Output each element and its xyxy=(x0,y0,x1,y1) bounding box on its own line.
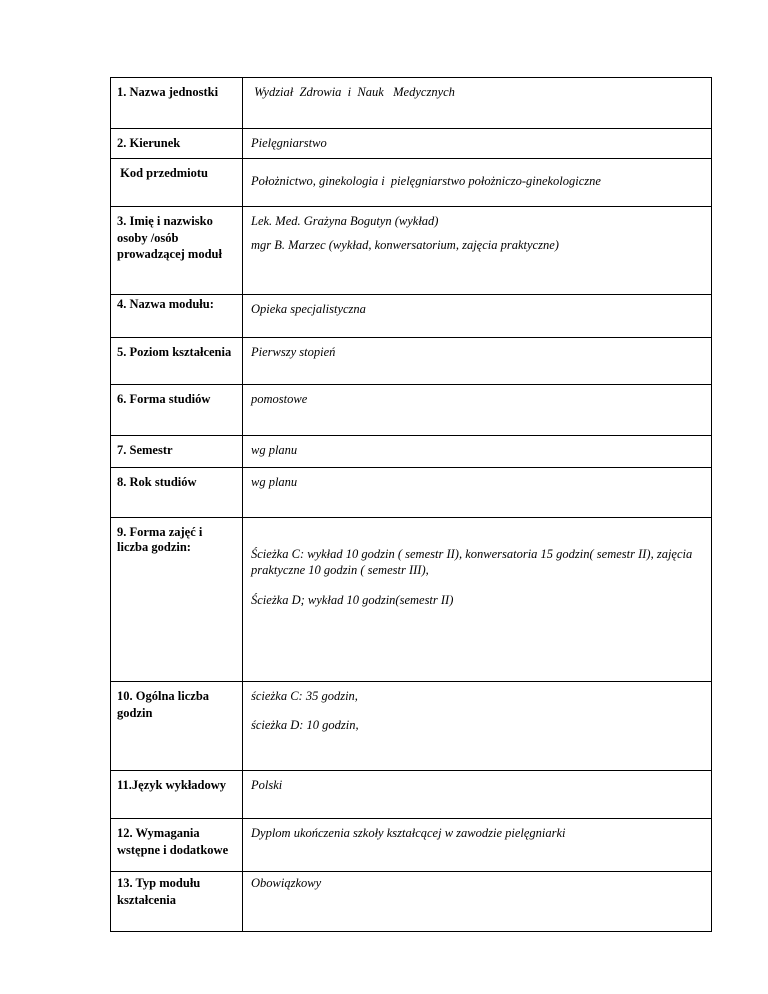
row-value: pomostowe xyxy=(243,385,712,436)
row-value: Obowiązkowy xyxy=(243,872,712,932)
row-value xyxy=(243,682,712,771)
table-row xyxy=(111,338,712,385)
row-value: Opieka specjalistyczna xyxy=(243,295,712,338)
row-label: 11.Język wykładowy xyxy=(111,771,243,819)
table-row xyxy=(111,159,712,207)
row-value: Pielęgniarstwo xyxy=(243,129,712,159)
table-row xyxy=(111,385,712,436)
row-value: Wydział Zdrowia i Nauk Medycznych xyxy=(243,78,712,129)
row-value-text: Położnictwo, ginekologia i pielęgniarstwo położniczo-ginekologiczne xyxy=(251,174,601,188)
table-row xyxy=(111,682,712,771)
table-row xyxy=(111,295,712,338)
row-label: 12. Wymagania wstępne i dodatkowe xyxy=(111,819,243,872)
row-label: 1. Nazwa jednostki xyxy=(111,78,243,129)
lecturer-2: mgr B. Marzec (wykład, konwersatorium, zajęcia praktyczne) xyxy=(251,238,559,252)
row-value: wg planu xyxy=(243,468,712,518)
table-row xyxy=(111,771,712,819)
row-value xyxy=(243,207,712,295)
row-value xyxy=(243,159,712,207)
row-label: 13. Typ modułu kształcenia xyxy=(111,872,243,932)
table-row xyxy=(111,468,712,518)
row-label: 6. Forma studiów xyxy=(111,385,243,436)
hours-track-d: ścieżka D: 10 godzin, xyxy=(251,718,359,732)
row-label: 3. Imię i nazwisko osoby /osób prowadzącej moduł xyxy=(111,207,243,295)
row-value: wg planu xyxy=(243,436,712,468)
table-row xyxy=(111,518,712,682)
form-track-d: Ścieżka D; wykład 10 godzin(semestr II) xyxy=(251,593,454,607)
row-label: 5. Poziom kształcenia xyxy=(111,338,243,385)
table-row xyxy=(111,207,712,295)
row-label: 10. Ogólna liczba godzin xyxy=(111,682,243,771)
row-value: Polski xyxy=(243,771,712,819)
row-label: 9. Forma zajęć i liczba godzin: xyxy=(111,518,243,682)
table-row xyxy=(111,872,712,932)
row-label: 7. Semestr xyxy=(111,436,243,468)
row-label: 8. Rok studiów xyxy=(111,468,243,518)
lecturer-1: Lek. Med. Grażyna Bogutyn (wykład) xyxy=(251,214,439,228)
table-row xyxy=(111,129,712,159)
course-info-table xyxy=(110,77,712,932)
row-value xyxy=(243,518,712,682)
row-label: Kod przedmiotu xyxy=(111,159,243,207)
row-value: Pierwszy stopień xyxy=(243,338,712,385)
row-value: Dyplom ukończenia szkoły kształcącej w zawodzie pielęgniarki xyxy=(243,819,712,872)
hours-track-c: ścieżka C: 35 godzin, xyxy=(251,689,358,703)
table-row xyxy=(111,436,712,468)
form-track-c: Ścieżka C: wykład 10 godzin ( semestr II), konwersatoria 15 godzin( semestr II), zajęcia praktyczne 10 godzin ( semestr III), xyxy=(251,547,693,577)
table-row xyxy=(111,819,712,872)
table-row xyxy=(111,78,712,129)
row-label: 4. Nazwa modułu: xyxy=(111,295,243,338)
row-label: 2. Kierunek xyxy=(111,129,243,159)
